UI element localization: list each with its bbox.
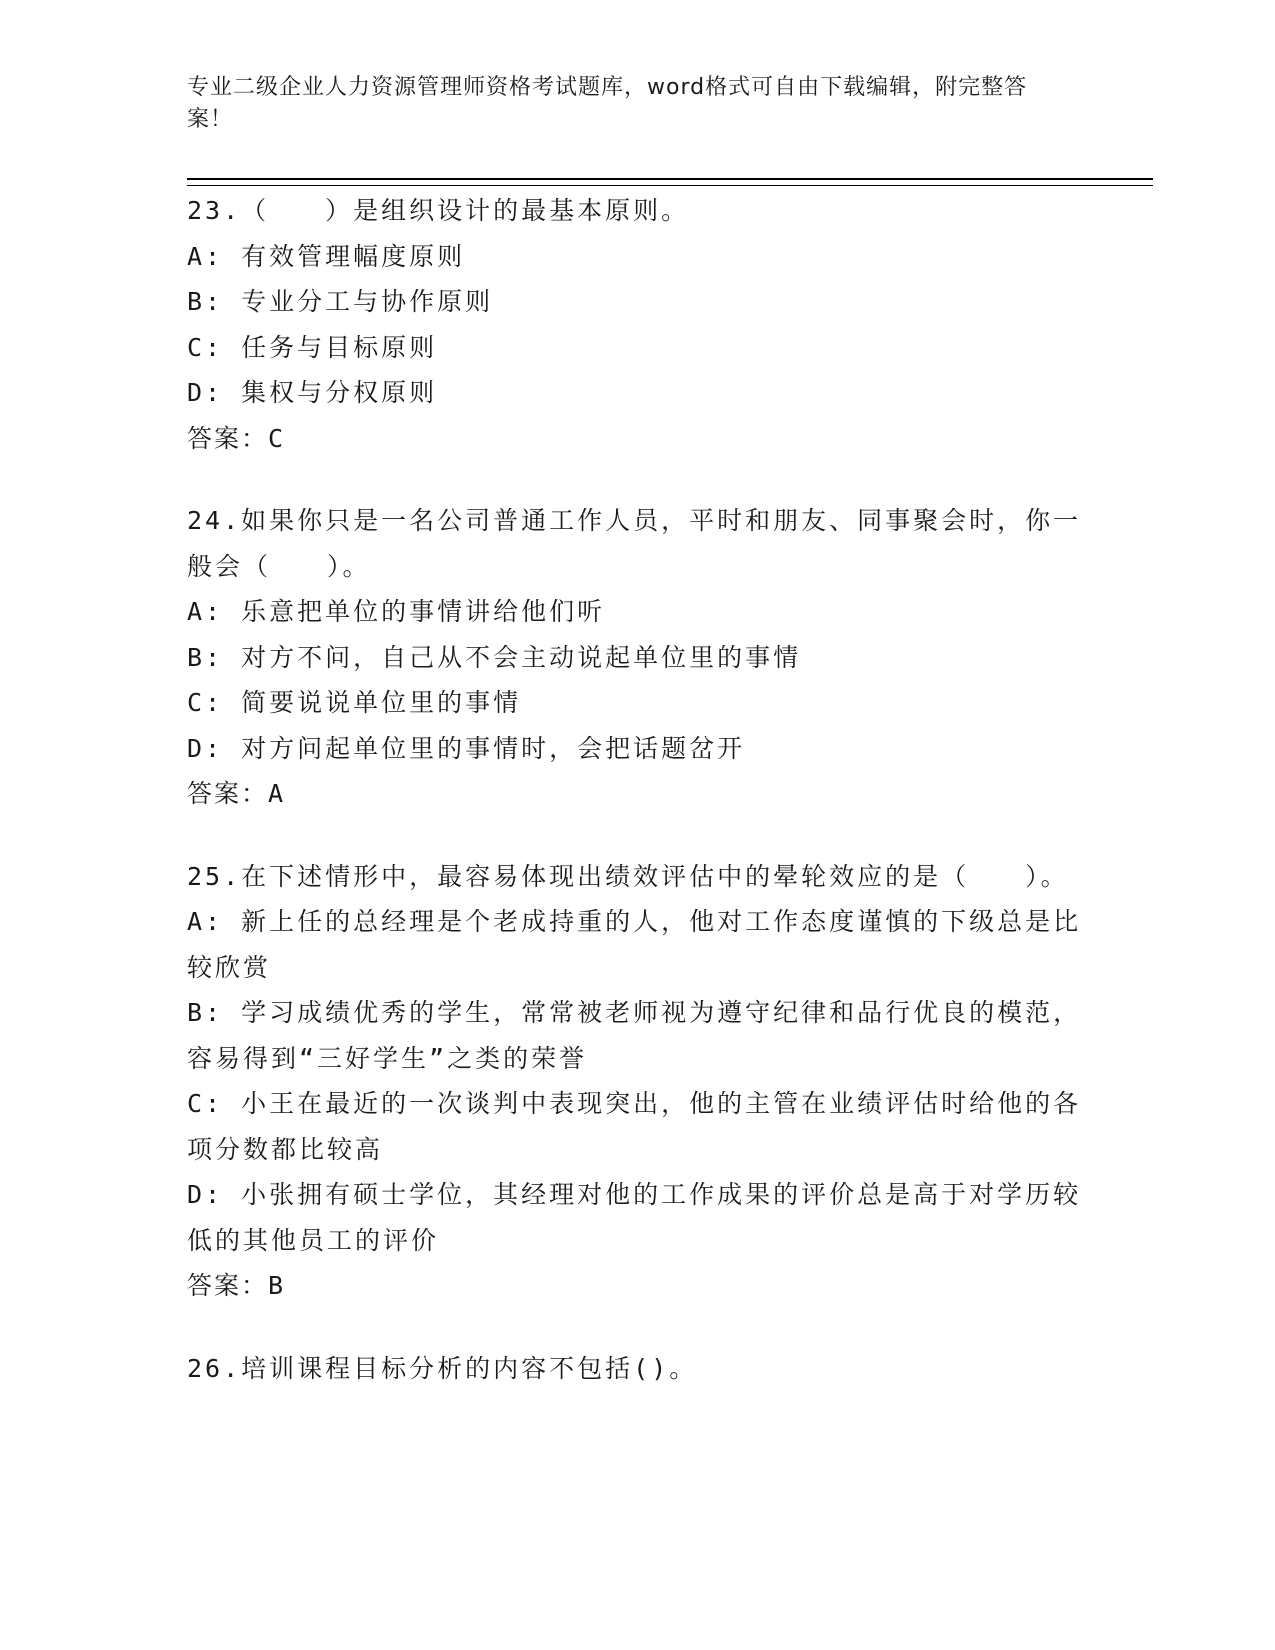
option-a: A: 有效管理幅度原则 (187, 241, 466, 271)
question-26 (187, 1346, 1087, 1392)
option-a: A: 乐意把单位的事情讲给他们听 (187, 597, 606, 626)
question-23 (187, 188, 1087, 461)
answer-label: 答案： (187, 1271, 269, 1300)
answer-value: C (268, 423, 284, 453)
question-stem: 23.（ ）是组织设计的最基本原则。 (187, 196, 690, 225)
answer-line (187, 416, 1087, 462)
question-24 (187, 498, 1087, 817)
option-c: C: 简要说说单位里的事情 (187, 688, 522, 717)
option-b: B: 对方不问，自己从不会主动说起单位里的事情 (187, 642, 802, 672)
option-b: B: 学习成绩优秀的学生，常常被老师视为遵守纪律和品行优良的模范，容易得到“三好学生”之类的荣誉 (187, 998, 1082, 1073)
option-c: C: 任务与目标原则 (187, 332, 438, 362)
question-stem: 24.如果你只是一名公司普通工作人员，平时和朋友、同事聚会时，你一般会（ ）。 (187, 506, 1082, 581)
answer-value: B (268, 1271, 284, 1300)
option-d: D: 对方问起单位里的事情时，会把话题岔开 (187, 733, 746, 763)
question-list (187, 188, 1087, 1428)
answer-value: A (268, 779, 284, 808)
page-header: 专业二级企业人力资源管理师资格考试题库，word格式可自由下载编辑，附完整答案！ (187, 75, 1028, 132)
question-stem: 26.培训课程目标分析的内容不包括()。 (187, 1353, 698, 1383)
option-c: C: 小王在最近的一次谈判中表现突出，他的主管在业绩评估时给他的各项分数都比较高 (187, 1089, 1082, 1164)
option-b: B: 专业分工与协作原则 (187, 287, 494, 316)
option-a: A: 新上任的总经理是个老成持重的人，他对工作态度谨慎的下级总是比较欣赏 (187, 907, 1082, 982)
option-d: D: 小张拥有硕士学位，其经理对他的工作成果的评价总是高于对学历较低的其他员工的评价 (187, 1180, 1082, 1255)
answer-label: 答案： (187, 779, 269, 808)
question-25 (187, 854, 1087, 1309)
question-stem: 25.在下述情形中，最容易体现出绩效评估中的晕轮效应的是（ ）。 (187, 861, 1069, 891)
option-d: D: 集权与分权原则 (187, 378, 438, 407)
answer-line (187, 771, 1087, 817)
header-divider (187, 178, 1153, 186)
answer-line (187, 1263, 1087, 1309)
answer-label: 答案： (187, 423, 269, 453)
